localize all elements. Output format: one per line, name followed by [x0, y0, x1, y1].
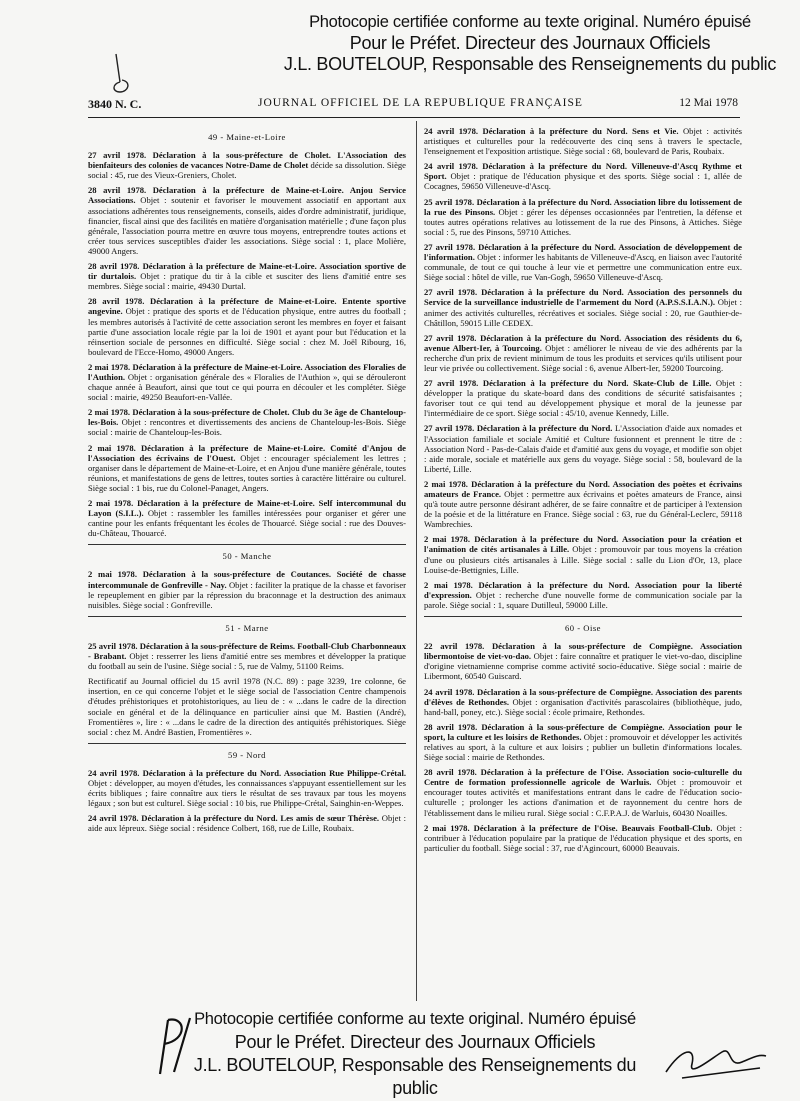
section-divider: [88, 616, 406, 617]
right-column: [424, 126, 742, 858]
section-divider: [424, 616, 742, 617]
announcement: 25 avril 1978. Déclaration à la sous-préfecture de Reims. Football-Club Charbonneaux - Brabant. Objet : resserrer les liens d'amitié entre ses membres et développer la pratique du football au sein de l'usine. Siège social : 5, rue de Valmy, 51100 Reims.: [88, 640, 406, 672]
stamp-line-2: Pour le Préfet. Directeur des Journaux Officiels: [234, 1032, 596, 1052]
announcement: 28 avril 1978. Déclaration à la préfecture de Maine-et-Loire. Association sportive de tir durtalois. Objet : pratique du tir à la cible et susciter des liens d'amitié entre ses membres. Siège social : mairie, 49430 Durtal.: [88, 261, 407, 292]
announcement: 27 avril 1978. Déclaration à la préfecture du Nord. Association de développement de l'information. Objet : informer les habitants de Villeneuve-d'Ascq, en liaison avec l'autorité communale, de tout ce qui touche à leur vie et permettre une communication entre eux. Siège social : hôtel de ville, rue Van-Gogh, 59650 Villeneuve-d'Ascq.: [424, 241, 742, 283]
section-divider: [88, 544, 406, 545]
announcement: 27 avril 1978. Déclaration à la sous-préfecture de Cholet. L'Association des bienfaiteurs des colonies de vacances Notre-Dame de Cholet décide sa dissolution. Siège social : 45, rue des Vieux-Greniers, Cholet.: [88, 150, 406, 181]
announcement: 2 mai 1978. Déclaration à la préfecture du Nord. Association pour la création et l'animation de cités artisanales à Lille. Objet : promouvoir par tous moyens la création d'une ou plusieurs cités artisanales à Lille. Siège social : salle du Lion d'Or, 13, place Louise-de-Bettignies, Lille.: [424, 534, 743, 575]
stamp-line-3: J.L. BOUTELOUP, Responsable des Renseignements du public: [193, 1055, 637, 1098]
announcement: 24 avril 1978. Déclaration à la préfecture du Nord. Villeneuve-d'Ascq Rythme et Sport. Objet : pratique de l'éducation physique et des sports. Siège social : 1, allée de Cocagnes, 59650 Villeneuve-d'Ascq.: [424, 161, 742, 192]
department-heading: 50 - Manche: [222, 551, 272, 562]
stamp-line-1: Photocopie certifiée conforme au texte original. Numéro épuisé: [309, 13, 751, 31]
header-rule: [88, 117, 740, 118]
section-divider: [88, 743, 406, 744]
announcement: 27 avril 1978. Déclaration à la préfecture du Nord. Association des personnels du Service de la surveillance industrielle de l'armement du Nord (A.P.S.S.I.A.N.). Objet : animer des activités culturelles, récréatives et sociales. Siège social : 20, rue Gauthier-de-Châtillon, 59015 Lille CEDEX.: [424, 287, 743, 328]
announcement: 25 avril 1978. Déclaration à la préfecture du Nord. Association libre du lotissement de la rue des Pinsons. Objet : gérer les dépenses occasionnées par l'entretien, la défense et toutes autres opérations relatives au lotissement de la rue des Pinsons, à Attiches. Siège social : 5, rue des Pinsons, 59710 Attiches.: [424, 196, 742, 237]
column-divider: [416, 121, 417, 1001]
announcement: 28 avril 1978. Déclaration à la préfecture de Maine-et-Loire. Entente sportive angevine. Objet : pratique des sports et de l'éducation physique, entre autres du football ; les membres autorisés à l'activité de cette association seront les membres en foyer et faisant partie d'une association locale régie par la loi de 1901 et ayant pour but l'éducation et la réinsertion sociale de personnes en difficulté. Siège social : chez M. Joël Ribourg, 16, boulevard de l'Ecce-Homo, 49000 Angers.: [88, 296, 406, 357]
announcement: 22 avril 1978. Déclaration à la sous-préfecture de Compiègne. Association libermontoise de viet-vo-dao. Objet : faire connaître et pratiquer le viet-vo-dao, discipline d'origine vietnamienne comprise comme activité socio-éducative. Siège social : mairie de Libermont, 60540 Guiscard.: [424, 641, 742, 682]
announcement: 28 avril 1978. Déclaration à la préfecture de l'Oise. Association socio-culturelle du Centre de formation professionnelle agricole de Warluis. Objet : promouvoir et encourager toutes activités et manifestations entrant dans le cadre de l'éducation socio-culturelle ; prolonger les actions d'animation et de rayonnement du centre hors de l'établissement dans le milieu rural. Siège social : C.F.P.A.J. de Warluis, 60430 Noailles.: [424, 767, 742, 818]
issue-date: 12 Mai 1978: [679, 97, 738, 109]
department-heading: 49 - Maine-et-Loire: [208, 132, 286, 142]
announcement: 2 mai 1978. Déclaration à la préfecture de Maine-et-Loire. Self intercommunal du Layon (S.I.L.). Objet : rassembler les familles intéressées pour organiser et gérer une cantine pour les enfants fréquentant les écoles de Thouarcé. Siège social : rue des Douves-du-Château, Thouarcé.: [88, 498, 406, 539]
announcement: 2 mai 1978. Déclaration à la préfecture du Nord. Association pour la liberté d'expression. Objet : recherche d'une nouvelle forme de communication sociale par la parole. Siège social : 1, square Dutilleul, 59000 Lille.: [424, 579, 742, 610]
journal-header: [88, 97, 738, 117]
certification-stamp-bottom: [180, 1008, 650, 1100]
announcement: 27 avril 1978. Déclaration à la préfecture du Nord. Skate-Club de Lille. Objet : développer la pratique du skate-board dans des conditions de sécurité satisfaisantes ; favoriser tout ce qui tend au développement physique et moral de la jeunesse par l'intermédiaire de ce sport. Siège social : 45/10, avenue Kennedy, Lille.: [424, 378, 743, 419]
announcement: 2 mai 1978. Déclaration à la sous-préfecture de Cholet. Club du 3e âge de Chanteloup-les-Bois. Objet : rencontres et divertissements des anciens de Chanteloup-les-Bois. Siège social : mairie de Chanteloup-les-Bois.: [88, 407, 406, 438]
announcement: 2 mai 1978. Déclaration à la préfecture de Maine-et-Loire. Comité d'Anjou de l'Association des écrivains de l'Ouest. Objet : encourager spécialement les lettres ; organiser dans le département de Maine-et-Loire, et en Anjou d'une manière générale, toutes réunions, et manifestations de gens de lettres, toutes sorties à caractère littéraire ou culturel. Siège social : 1 bis, rue du Colonel-Panaget, Angers.: [88, 442, 407, 493]
certification-stamp-top: [260, 12, 800, 75]
announcement: 2 mai 1978. Déclaration à la sous-préfecture de Coutances. Société de chasse intercommunale de Gonfreville - Nay. Objet : faciliter la pratique de la chasse et favoriser le repeuplement en gibier par la répression du braconnage et la destruction des animaux nuisibles. Siège social : Gonfreville.: [88, 569, 406, 610]
department-heading: 51 - Marne: [225, 622, 269, 633]
announcement: 28 avril 1978. Déclaration à la sous-préfecture de Compiègne. Association pour le sport, la culture et les loisirs de Rethondes. Objet : promouvoir et développer les activités relatives au sport, à la culture et aux loisirs ; publier un bulletin d'informations locales. Siège social : mairie de Rethondes.: [424, 721, 743, 763]
announcement: 2 mai 1978. Déclaration à la préfecture de Maine-et-Loire. Association des Floralies de l'Authion. Objet : organisation générale des « Floralies de l'Authion », qui se dérouleront chaque année à Beaufort, ainsi que tout ce qui pourra en découler et les compléter. Siège social : mairie, 49250 Beaufort-en-Vallée.: [88, 361, 406, 403]
stamp-line-2: Pour le Préfet. Directeur des Journaux Officiels: [349, 33, 711, 53]
left-column: [88, 126, 406, 838]
stamp-line-1: Photocopie certifiée conforme au texte original. Numéro épuisé: [194, 1010, 636, 1028]
announcement: 2 mai 1978. Déclaration à la préfecture du Nord. Association des poètes et écrivains amateurs de France. Objet : permettre aux écrivains et poètes amateurs de France, ainsi qu'à toute autre personne désirant adhérer, de se faire connaître et de participer à l'extension de la poésie et de la littérature en France. Siège social : 63, rue du Général-Leclerc, 59118 Wambrechies.: [424, 478, 742, 530]
announcement: 24 avril 1978. Déclaration à la préfecture du Nord. Association Rue Philippe-Crétal. Objet : développer, au moyen d'études, les connaissances s'appuyant essentiellement sur les écrits bibliques ; faire connaître aux tiers le résultat de ses travaux par tous les moyens légaux ; son but est culturel. Siège social : 10 bis, rue Philippe-Crétal, Sainghin-en-Weppes.: [88, 767, 406, 809]
announcement: 28 avril 1978. Déclaration à la préfecture de Maine-et-Loire. Anjou Service Associations. Objet : soutenir et favoriser le mouvement associatif en apportant aux associations adhérentes tous renseignements, conseils, aides d'ordre administratif, juridique, financier, fiscal ainsi que des facilités en matière d'organisation matérielle ; d'une façon plus générale, l'association pourra mettre en œuvre tous moyens, entreprendre toutes actions et créer tous services susceptibles d'aider les associations. Siège social : 1, place Molière, 49000 Angers.: [88, 185, 406, 256]
pen-mark-icon: [108, 52, 138, 96]
journal-title: JOURNAL OFFICIEL DE LA REPUBLIQUE FRANÇAISE: [258, 97, 583, 109]
stamp-line-3: J.L. BOUTELOUP, Responsable des Renseignements du public: [283, 54, 777, 74]
signature-icon: [662, 1038, 772, 1088]
announcement: 27 avril 1978. Déclaration à la préfecture du Nord. L'Association d'aide aux nomades et l'Association familiale et sociale Amitié et Culture fusionnent et prennent le titre de : Association Nord - Pas-de-Calais d'aide et d'amitié aux gens du voyage, et modifie son objet : aide morale, sociale et matérielle aux gens du voyage. Siège social : 58, boulevard de la Liberté, Lille.: [424, 423, 743, 474]
department-heading: 59 - Nord: [228, 749, 266, 760]
announcement: 2 mai 1978. Déclaration à la préfecture de l'Oise. Beauvais Football-Club. Objet : contribuer à l'éducation populaire par la pratique de l'éducation physique et des sports, en particulier du football. Siège social : 37, rue d'Agincourt, 60000 Beauvais.: [424, 822, 742, 853]
department-heading: 60 - Oise: [564, 623, 601, 634]
announcement: 27 avril 1978. Déclaration à la préfecture du Nord. Association des résidents du 6, avenue Albert-Ier, à Tourcoing. Objet : améliorer le niveau de vie des adhérents par la recherche d'un prix de revient minimum de tous les produits et services qu'ils utilisent pour leur vie privée ou collectivement. Siège social : 6, avenue Albert-Ier, 59200 Tourcoing.: [424, 332, 742, 373]
announcement: 24 avril 1978. Déclaration à la sous-préfecture de Compiègne. Association des parents d'élèves de Rethondes. Objet : organisation d'activités parascolaires (bibliothèque, judo, hand-ball, poney, etc.). Siège social : école primaire, Rethondes.: [424, 686, 743, 717]
announcement: 24 avril 1978. Déclaration à la préfecture du Nord. Sens et Vie. Objet : activités artistiques et culturelles pour la redécouverte des cinq sens à travers le spectacle, l'enseignement et l'exposition artistique. Siège social : 68, boulevard de Paris, Roubaix.: [424, 126, 742, 157]
announcement: 24 avril 1978. Déclaration à la préfecture du Nord. Les amis de sœur Thérèse. Objet : aide aux lépreux. Siège social : résidence Colbert, 168, rue de Lille, Roubaix.: [88, 813, 406, 834]
rectificatif: Rectificatif au Journal officiel du 15 avril 1978 (N.C. 89) : page 3239, 1re colonne, 6e insertion, en ce qui concerne l'objet et le siège social de l'association Centre champenois d'études préhistoriques et protohistoriques, au lieu de : « ...dans le cadre de la direction sociale en général et de la délinquance en particulier ainsi que M. Bastien (André), Fromentières », lire : « ...dans le cadre de la direction des antiquités préhistoriques. Siège social : chez M. André Bastien, Fromentières ».: [88, 676, 406, 737]
page-number: 3840 N. C.: [88, 97, 142, 111]
